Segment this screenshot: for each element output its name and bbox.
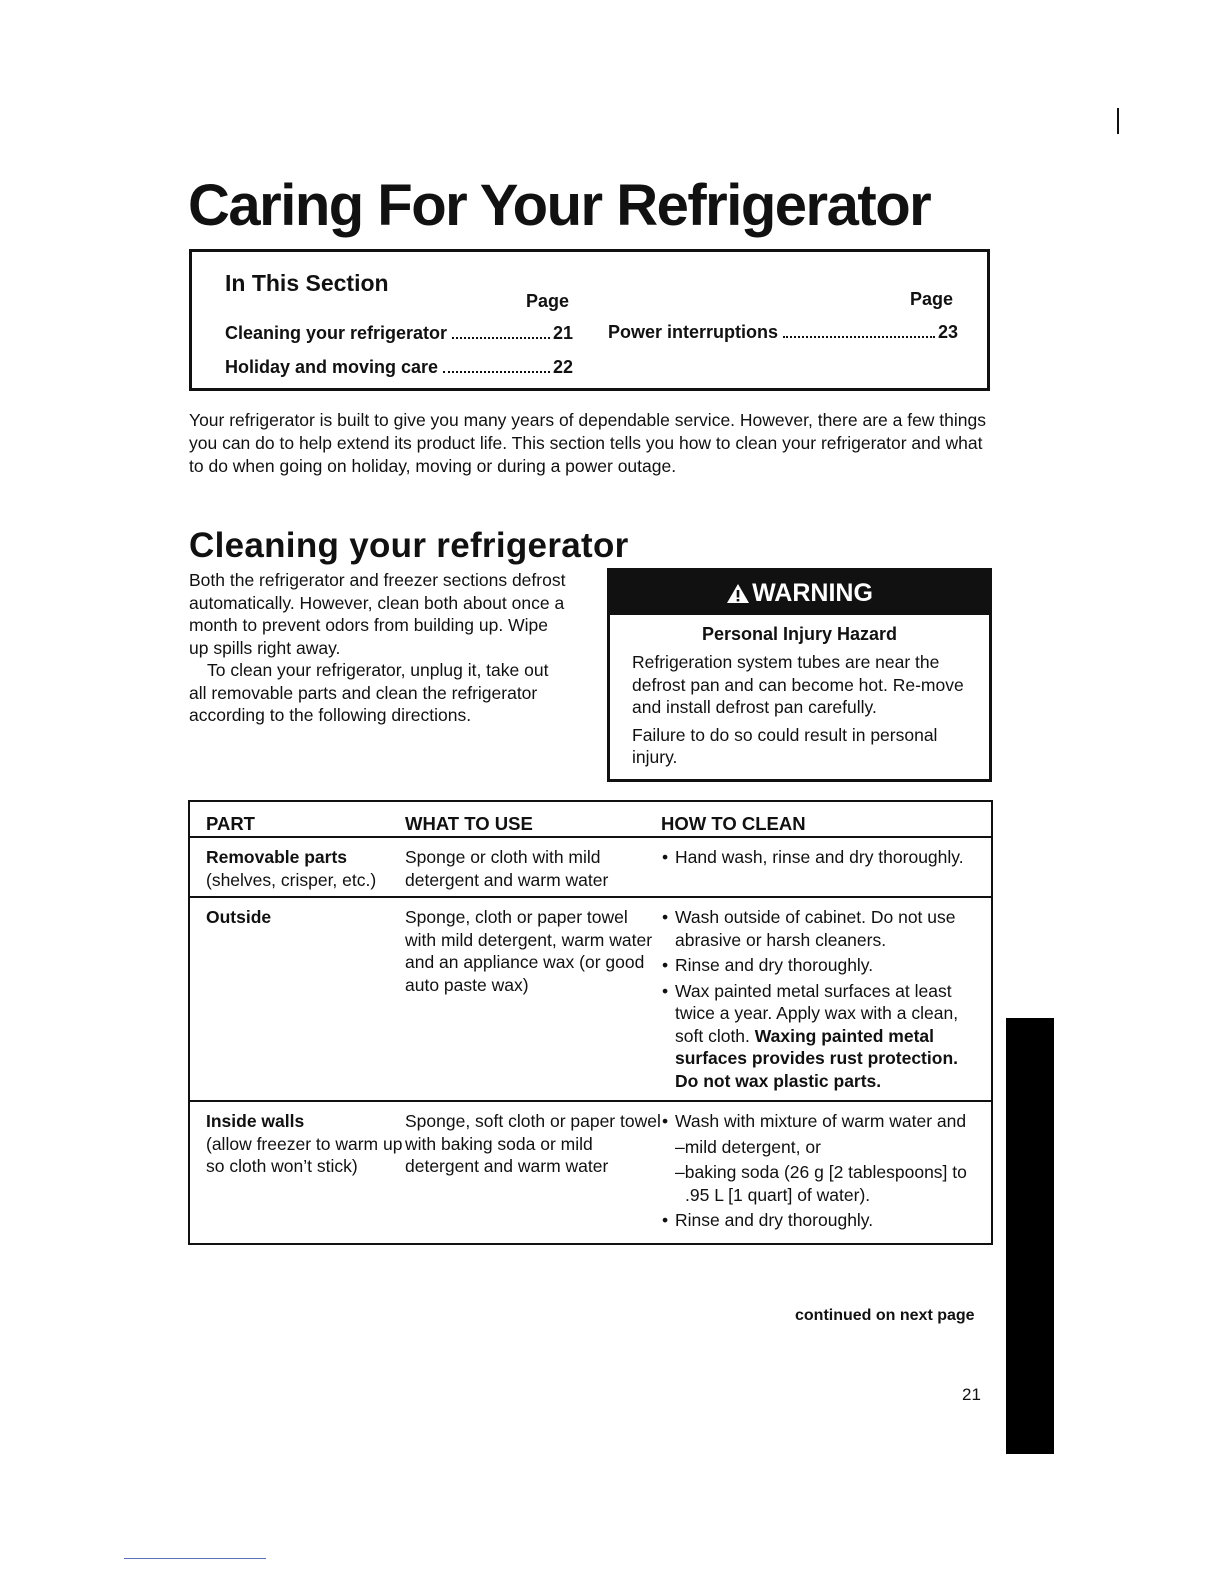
continued-note: continued on next page [795, 1307, 975, 1324]
header-what-to-use: WHAT TO USE [405, 801, 661, 837]
part-note: (allow freezer to warm up so cloth won’t stick) [206, 1133, 403, 1176]
how-cell [661, 1101, 992, 1244]
table-header-row [189, 801, 992, 837]
how-list [661, 906, 981, 1092]
how-step [661, 1110, 981, 1133]
toc-entry-page: 23 [937, 322, 958, 342]
toc-heading: In This Section [225, 270, 389, 296]
how-step-text: Wash with mixture of warm water and [675, 1111, 967, 1131]
toc-entry-cleaning[interactable] [225, 323, 573, 344]
intro-paragraph: Your refrigerator is built to give you many years of dependable service. However, there are a few things you can do to help extend its product life. This section tells you how to clean your refrigerator and what to do when going on holiday, moving or during a power outage. [189, 410, 987, 476]
how-cell [661, 897, 992, 1101]
how-cell [661, 837, 992, 897]
how-step [661, 980, 981, 1093]
page-title: Caring For Your Refrigerator [188, 173, 931, 238]
page-number: 21 [962, 1385, 981, 1404]
toc-entry-page: 22 [552, 357, 573, 377]
part-name: Removable parts [206, 847, 348, 867]
use-cell: Sponge or cloth with mild detergent and warm water [405, 837, 661, 897]
header-how-to-clean: HOW TO CLEAN [661, 801, 992, 837]
warning-box [607, 568, 992, 782]
warning-triangle-icon [726, 583, 750, 604]
margin-mark [1117, 108, 1119, 134]
how-list [661, 1110, 981, 1232]
table-row [189, 1101, 992, 1244]
how-step: • Rinse and dry thoroughly. [661, 1209, 981, 1232]
toc-entry-power[interactable] [608, 322, 958, 343]
warning-label: WARNING [752, 578, 873, 607]
body-paragraph: Both the refrigerator and freezer sections defrost automatically. However, clean both about once a month to prevent odors from building up. Wipe up spills right away. [189, 570, 566, 658]
table-row [189, 837, 992, 897]
toc-page-label-right: Page [910, 289, 954, 309]
how-step-caution: Do not wax plastic parts. [675, 1070, 882, 1091]
warning-paragraph: Failure to do so could result in personal injury. [632, 724, 938, 767]
footer-rule [124, 1558, 266, 1559]
part-name: Inside walls [206, 1111, 305, 1131]
how-step-text: Wax painted metal surfaces at least twice a year. Apply wax with a clean, soft cloth. [675, 980, 959, 1046]
how-step-emphasis: Waxing painted metal surfaces provides rust protection. [675, 1025, 958, 1068]
warning-header [610, 571, 989, 615]
header-part: PART [189, 801, 405, 837]
part-note: (shelves, crisper, etc.) [206, 869, 377, 890]
part-cell [189, 897, 405, 1101]
toc-leader-dots [443, 371, 550, 373]
toc-leader-dots [452, 337, 550, 339]
toc-page-label-left: Page [526, 291, 570, 311]
part-cell [189, 1101, 405, 1244]
warning-subtitle: Personal Injury Hazard [701, 624, 898, 644]
section-body [189, 569, 569, 727]
warning-paragraph: Refrigeration system tubes are near the defrost pan and can become hot. Re-move and install defrost pan carefully. [632, 652, 964, 717]
how-list [661, 846, 981, 869]
section-title: Cleaning your refrigerator [189, 526, 629, 565]
part-cell [189, 837, 405, 897]
how-substep: –baking soda (26 g [2 tablespoons] to .95 L [1 quart] of water). [675, 1162, 967, 1205]
table-row [189, 897, 992, 1101]
toc-entry-label: Cleaning your refrigerator [225, 323, 448, 343]
in-this-section-box [189, 249, 990, 391]
toc-entry-label: Power interruptions [608, 322, 779, 342]
warning-text [610, 651, 989, 769]
section-thumb-tab [1006, 1018, 1054, 1454]
use-cell: Sponge, soft cloth or paper towel with baking soda or mild detergent and warm water [405, 1111, 661, 1176]
toc-leader-dots [783, 336, 935, 338]
toc-entry-label: Holiday and moving care [225, 357, 439, 377]
toc-entry-page: 21 [552, 323, 573, 343]
body-paragraph: To clean your refrigerator, unplug it, take out all removable parts and clean the refrigerator according to the following directions. [189, 660, 549, 725]
how-step: • Wash outside of cabinet. Do not use abrasive or harsh cleaners. [661, 906, 981, 951]
toc-entry-holiday[interactable] [225, 357, 573, 378]
cleaning-table [188, 800, 993, 1245]
part-name: Outside [206, 907, 272, 927]
how-step: • Rinse and dry thoroughly. [661, 954, 981, 977]
how-step: • Hand wash, rinse and dry thoroughly. [661, 846, 981, 869]
use-cell: Sponge, cloth or paper towel with mild detergent, warm water and an appliance wax (or good auto paste wax) [405, 897, 661, 1101]
how-substep: –mild detergent, or [675, 1136, 821, 1157]
